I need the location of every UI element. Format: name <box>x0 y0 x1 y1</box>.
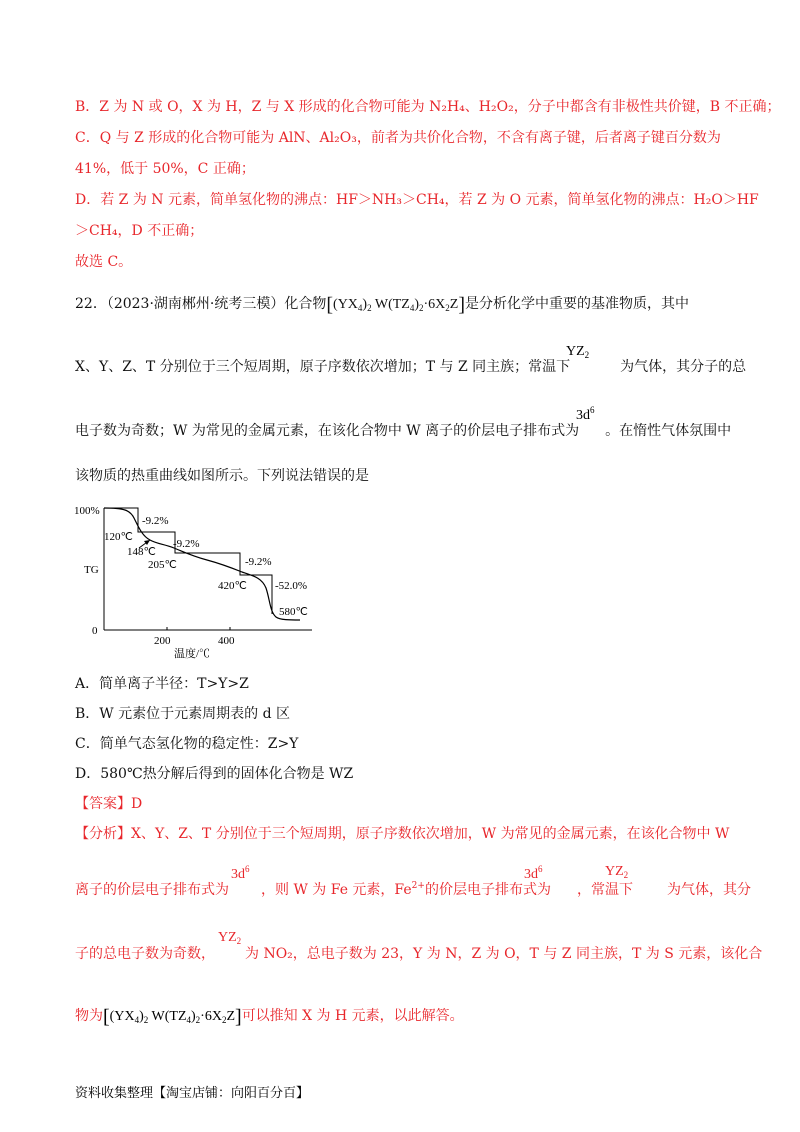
temp-120: 120℃ <box>104 531 133 543</box>
anno-4: -52.0% <box>275 580 308 592</box>
temp-420: 420℃ <box>218 580 247 592</box>
y-axis-label: TG <box>84 564 99 576</box>
analysis-line-4: 物为[$(YX_4)_2$ $W(TZ_4)_2\cdot 6X_2Z$]可以推知 X 为 H 元素，以此解答。 <box>75 1006 464 1028</box>
xtick-200: 200 <box>154 635 171 647</box>
explanation-c-2: 41%，低于 50%，C 正确； <box>75 161 255 177</box>
option-a: A．简单离子半径：T>Y>Z <box>75 676 249 692</box>
answer: 【答案】D <box>75 796 143 812</box>
question-22-line-1 <box>75 294 689 315</box>
analysis-d6-a: $3d^6$ <box>231 864 250 882</box>
conclusion: 故选 C。 <box>75 254 133 270</box>
explanation-d-1: D．若 Z 为 N 元素，简单氢化物的沸点：HF＞NH₃＞CH₄，若 Z 为 O 元素，简单氢化物的沸点：H₂O＞HF <box>75 192 759 208</box>
anno-1: -9.2% <box>142 515 169 527</box>
question-22-line-3: 电子数为奇数；W 为常见的金属元素，在该化合物中 W 离子的价层电子排布式为 。在惰性气体氛围中 <box>75 423 732 439</box>
analysis-yz2-a: $YZ_2$ <box>605 864 629 880</box>
analysis-line-2: 离子的价层电子排布式为 ，则 W 为 Fe 元素，$Fe^{2+}$的价层电子排布式为 ，常温下 为气体，其分 <box>75 881 751 898</box>
temp-148: 148℃ <box>127 546 156 558</box>
tg-curve-chart <box>72 496 332 661</box>
ytick-100: 100% <box>74 505 100 517</box>
question-suffix: 是分析化学中重要的基准物质，其中 <box>465 296 690 312</box>
yz2-formula: $YZ_2$ <box>566 344 590 360</box>
footer-source: 资料收集整理【淘宝店铺：向阳百分百】 <box>75 1086 310 1101</box>
anno-3: -9.2% <box>245 556 272 568</box>
temp-580: 580℃ <box>279 606 308 618</box>
compound-formula: [$(YX_4)_2$ $W(TZ_4)_2\cdot 6X_2Z$] <box>326 294 466 316</box>
analysis-d6-b: $3d^6$ <box>524 864 543 882</box>
temp-205: 205℃ <box>148 559 177 571</box>
analysis-line-1: 【分析】X、Y、Z、T 分别位于三个短周期，原子序数依次增加，W 为常见的金属元素，在该化合物中 W <box>75 826 730 842</box>
analysis-line-3: 子的总电子数为奇数， 为 NO₂，总电子数为 23，Y 为 N，Z 为 O，T 与 Z 同主族，T 为 S 元素，该化合 <box>75 946 763 962</box>
d6-config: $3d^6$ <box>576 405 595 423</box>
xtick-400: 400 <box>218 635 235 647</box>
ytick-0: 0 <box>92 625 98 637</box>
analysis-yz2-b: $YZ_2$ <box>218 930 242 946</box>
option-d: D．580℃热分解后得到的固体化合物是 WZ <box>75 766 354 782</box>
option-c: C．简单气态氢化物的稳定性：Z>Y <box>75 736 299 752</box>
question-22-line-4: 该物质的热重曲线如图所示。下列说法错误的是 <box>75 468 369 484</box>
anno-2: -9.2% <box>173 538 200 550</box>
question-22-line-2: X、Y、Z、T 分别位于三个短周期，原子序数依次增加；T 与 Z 同主族；常温下 为气体，其分子的总 <box>75 359 747 375</box>
question-prefix: 22．（2023·湖南郴州·统考三模）化合物 <box>75 296 327 312</box>
option-b: B．W 元素位于元素周期表的 d 区 <box>75 706 290 722</box>
analysis-compound-formula: [$(YX_4)_2$ $W(TZ_4)_2\cdot 6X_2Z$] <box>103 1006 242 1028</box>
explanation-b: B．Z 为 N 或 O，X 为 H，Z 与 X 形成的化合物可能为 N₂H₄、H₂O₂，分子中都含有非极性共价键，B 不正确； <box>75 99 781 115</box>
explanation-c-1: C．Q 与 Z 形成的化合物可能为 AlN、Al₂O₃，前者为共价化合物，不含有离子键，后者离子键百分数为 <box>75 130 721 146</box>
explanation-d-2: ＞CH₄，D 不正确； <box>75 223 204 239</box>
x-axis-label: 温度/℃ <box>174 648 211 660</box>
